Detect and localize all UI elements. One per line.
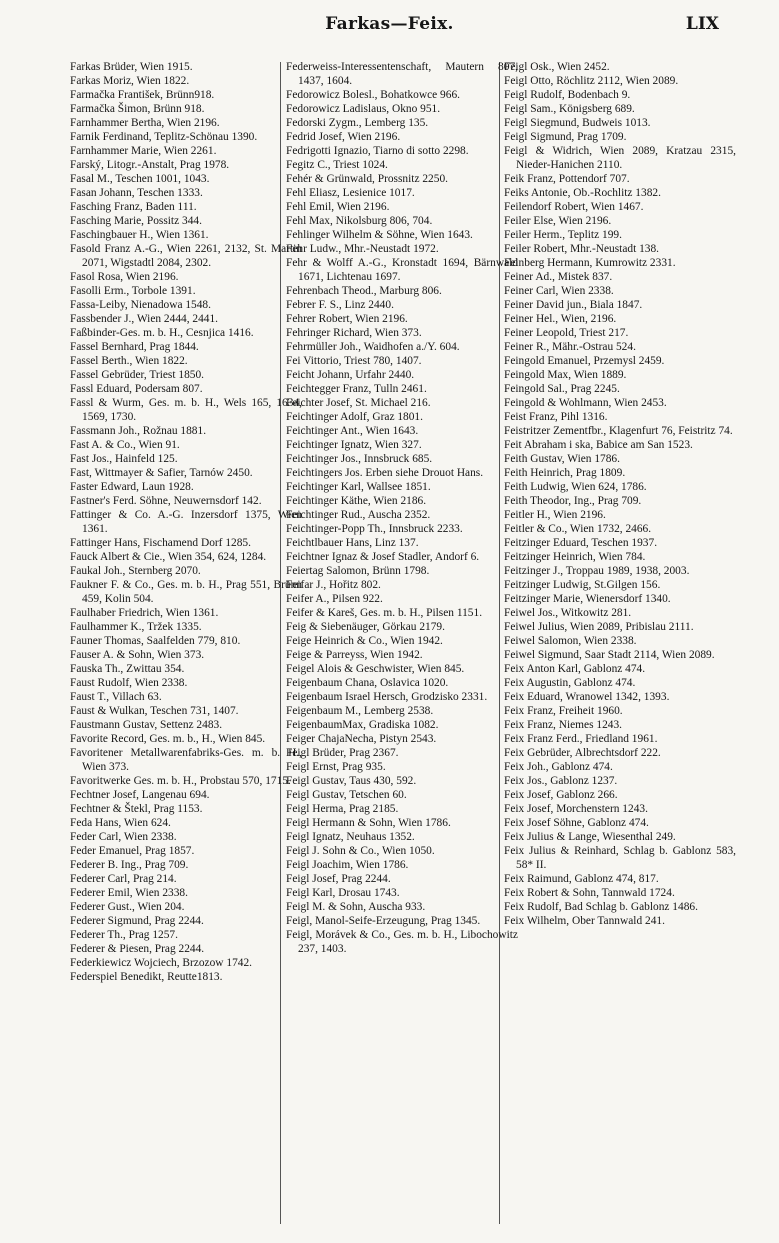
directory-entry: Farský, Litogr.-Anstalt, Prag 1978. [70,159,230,171]
directory-entry: Fasal M., Teschen 1001, 1043. [70,173,210,185]
directory-entry: Feix Josef, Morchenstern 1243. [504,803,648,815]
directory-entry: Fassl Eduard, Podersam 807. [70,383,203,395]
directory-entry: Fehl Eliasz, Lesienice 1017. [286,187,415,199]
directory-entry: Faschingbauer H., Wien 1361. [70,229,209,241]
directory-entry: Fedrid Josef, Wien 2196. [286,131,401,143]
directory-entry: Fedorski Zygm., Lemberg 135. [286,117,429,129]
directory-entry: Faßbinder-Ges. m. b. H., Cesnjica 1416. [70,327,254,339]
directory-entry: Feix Wilhelm, Ober Tannwald 241. [504,915,665,927]
directory-entry: Feiwel Jos., Witkowitz 281. [504,607,632,619]
directory-entry: Feiner R., Mähr.-Ostrau 524. [504,341,636,353]
directory-entry: Feigl Ignatz, Neuhaus 1352. [286,831,415,843]
directory-entry: Fattinger & Co. A.-G. Inzersdorf 1375, Wien 1361. [70,509,302,535]
directory-column-3 [504,60,736,928]
directory-entry: Feiner Ad., Mistek 837. [504,271,613,283]
directory-entry: Feiner Hel., Wien, 2196. [504,313,617,325]
directory-entry: Feiler Herm., Teplitz 199. [504,229,622,241]
directory-entry: Federer B. Ing., Prag 709. [70,859,189,871]
directory-entry: Fechtner & Štekl, Prag 1153. [70,803,203,815]
directory-entry: Feda Hans, Wien 624. [70,817,171,829]
directory-entry: Feigl Joachim, Wien 1786. [286,859,409,871]
directory-entry: Fast Jos., Hainfeld 125. [70,453,178,465]
directory-entry: Farnik Ferdinand, Teplitz-Schönau 1390. [70,131,258,143]
directory-entry: Fassmann Joh., Rožnau 1881. [70,425,207,437]
directory-entry: Feigl Gustav, Tetschen 60. [286,789,407,801]
directory-entry: Feiwel Sigmund, Saar Stadt 2114, Wien 2089. [504,649,715,661]
directory-entry: FeigenbaumMax, Gradiska 1082. [286,719,439,731]
directory-entry: Favoritwerke Ges. m. b. H., Probstau 570, 1715. [70,775,291,787]
directory-entry: Farmačka František, Brünn918. [70,89,215,101]
directory-entry: Feifer & Kareš, Ges. m. b. H., Pilsen 1151. [286,607,483,619]
directory-entry: Feitzinger Eduard, Teschen 1937. [504,537,658,549]
directory-entry: Feiler Else, Wien 2196. [504,215,612,227]
directory-entry: Fedrigotti Ignazio, Tiarno di sotto 2298. [286,145,469,157]
directory-entry: Fastner's Ferd. Söhne, Neuwernsdorf 142. [70,495,262,507]
directory-entry: Faust Rudolf, Wien 2338. [70,677,188,689]
directory-entry: Fedorowicz Bolesl., Bohatkowce 966. [286,89,460,101]
directory-entry: Feik Franz, Pottendorf 707. [504,173,630,185]
directory-entry: Fassbender J., Wien 2444, 2441. [70,313,219,325]
directory-entry: Feichtlbauer Hans, Linz 137. [286,537,419,549]
directory-entry: Feifar J., Hořitz 802. [286,579,381,591]
directory-entry: Feistritzer Zementfbr., Klagenfurt 76, Feistritz 74. [504,425,733,437]
directory-entry: Feigl J. Sohn & Co., Wien 1050. [286,845,435,857]
directory-entry: Farkas Moriz, Wien 1822. [70,75,190,87]
directory-entry: Fasan Johann, Teschen 1333. [70,187,203,199]
directory-entry: Feix Franz, Niemes 1243. [504,719,622,731]
directory-entry: Feiwel Salomon, Wien 2338. [504,635,637,647]
directory-entry: Feigl & Widrich, Wien 2089, Kratzau 2315, Nieder-Hanichen 2110. [504,145,736,171]
directory-entry: Federspiel Benedikt, Reutte1813. [70,971,223,983]
directory-entry: Fasching Franz, Baden 111. [70,201,197,213]
directory-entry: Fasolli Erm., Torbole 1391. [70,285,196,297]
directory-entry: Feichtinger Adolf, Graz 1801. [286,411,423,423]
directory-entry: Feigl M. & Sohn, Auscha 933. [286,901,426,913]
directory-entry: Fattinger Hans, Fischamend Dorf 1285. [70,537,251,549]
directory-entry: Feix Julius & Reinhard, Schlag b. Gablonz 583, 58* II. [504,845,736,871]
directory-entry: Feigl Hermann & Sohn, Wien 1786. [286,817,451,829]
directory-entry: Feiler Robert, Mhr.-Neustadt 138. [504,243,660,255]
directory-entry: Feder Emanuel, Prag 1857. [70,845,195,857]
directory-entry: Faulhaber Friedrich, Wien 1361. [70,607,219,619]
directory-entry: Fauner Thomas, Saalfelden 779, 810. [70,635,241,647]
directory-entry: Feit Abraham i ska, Babice am San 1523. [504,439,693,451]
directory-entry: Fehrmüller Joh., Waidhofen a./Y. 604. [286,341,460,353]
directory-entry: Federer Th., Prag 1257. [70,929,178,941]
directory-entry: Fast, Wittmayer & Safier, Tarnów 2450. [70,467,253,479]
directory-entry: Feix Jos., Gablonz 1237. [504,775,618,787]
directory-entry: Feigl Sam., Königsberg 689. [504,103,635,115]
directory-entry: Fast A. & Co., Wien 91. [70,439,180,451]
directory-entry: Feigenbaum Israel Hersch, Grodzisko 2331. [286,691,488,703]
directory-entry: Fassel Gebrüder, Triest 1850. [70,369,205,381]
directory-entry: Federer & Piesen, Prag 2244. [70,943,205,955]
directory-entry: Fehrenbach Theod., Marburg 806. [286,285,442,297]
directory-entry: Feigl Otto, Röchlitz 2112, Wien 2089. [504,75,679,87]
directory-entry: Faust T., Villach 63. [70,691,162,703]
directory-entry: Feichtinger Karl, Wallsee 1851. [286,481,431,493]
page-header [0,14,779,38]
directory-entry: Fauck Albert & Cie., Wien 354, 624, 1284. [70,551,267,563]
directory-entry: Feigel Alois & Geschwister, Wien 845. [286,663,465,675]
directory-entry: Feicht Johann, Urfahr 2440. [286,369,415,381]
directory-entry: Feiner David jun., Biala 1847. [504,299,643,311]
directory-entry: Feigl Karl, Drosau 1743. [286,887,400,899]
directory-entry: Feigl, Morávek & Co., Ges. m. b. H., Libochowitz 237, 1403. [286,929,518,955]
directory-entry: Febrer F. S., Linz 2440. [286,299,394,311]
directory-entry: Feiner Carl, Wien 2338. [504,285,614,297]
directory-entry: Feix Rudolf, Bad Schlag b. Gablonz 1486. [504,901,698,913]
directory-entry: Feiger ChajaNecha, Pistyn 2543. [286,733,437,745]
directory-entry: Feith Ludwig, Wien 624, 1786. [504,481,647,493]
directory-entry: Faster Edward, Laun 1928. [70,481,194,493]
directory-entry: Feigl Rudolf, Bodenbach 9. [504,89,631,101]
directory-entry: Favorite Record, Ges. m. b., H., Wien 845. [70,733,266,745]
directory-entry: Federer Gust., Wien 204. [70,901,185,913]
directory-entry: Feiwel Julius, Wien 2089, Pribislau 2111. [504,621,694,633]
directory-entry: Feiks Antonie, Ob.-Rochlitz 1382. [504,187,661,199]
directory-entry: Fasching Marie, Possitz 344. [70,215,202,227]
directory-entry: Feith Theodor, Ing., Prag 709. [504,495,642,507]
directory-entry: Feix Anton Karl, Gablonz 474. [504,663,646,675]
directory-entry: Faukner F. & Co., Ges. m. b. H., Prag 551, Brünn 459, Kolin 504. [70,579,302,605]
directory-entry: Feingold Max, Wien 1889. [504,369,627,381]
directory-entry: Fehringer Richard, Wien 373. [286,327,422,339]
directory-entry: Fedorowicz Ladislaus, Okno 951. [286,103,441,115]
directory-entry: Feix Augustin, Gablonz 474. [504,677,636,689]
directory-entry: Feist Franz, Pihl 1316. [504,411,608,423]
directory-entry: Fehr Ludw., Mhr.-Neustadt 1972. [286,243,439,255]
directory-entry: Feige & Parreyss, Wien 1942. [286,649,423,661]
directory-entry: Feigl, Manol-Seife-Erzeugung, Prag 1345. [286,915,481,927]
directory-column-1 [70,60,302,984]
directory-entry: Faustmann Gustav, Settenz 2483. [70,719,223,731]
directory-entry: Federkiewicz Wojciech, Brzozow 1742. [70,957,253,969]
directory-entry: Feifer A., Pilsen 922. [286,593,383,605]
directory-entry: Fehrer Robert, Wien 2196. [286,313,408,325]
directory-entry: Feichtegger Franz, Tulln 2461. [286,383,427,395]
directory-entry: Feiner Leopold, Triest 217. [504,327,629,339]
directory-entry: Federer Carl, Prag 214. [70,873,177,885]
directory-entry: Feix Gebrüder, Albrechtsdorf 222. [504,747,661,759]
directory-entry: Feigl Josef, Prag 2244. [286,873,391,885]
directory-entry: Fasold Franz A.-G., Wien 2261, 2132, St. Martin 2071, Wigstadtl 2084, 2302. [70,243,302,269]
directory-entry: Feingold & Wohlmann, Wien 2453. [504,397,667,409]
directory-entry: Feix Robert & Sohn, Tannwald 1724. [504,887,675,899]
directory-entry: Feigl Gustav, Taus 430, 592. [286,775,417,787]
directory-entry: Feix Franz, Freiheit 1960. [504,705,623,717]
directory-entry: Feichtner Ignaz & Josef Stadler, Andorf 6. [286,551,480,563]
directory-entry: Feitler H., Wien 2196. [504,509,606,521]
directory-entry: Fauser A. & Sohn, Wien 373. [70,649,205,661]
directory-entry: Faukal Joh., Sternberg 2070. [70,565,201,577]
directory-entry: Fassel Berth., Wien 1822. [70,355,188,367]
directory-entry: Feigl Osk., Wien 2452. [504,61,610,73]
directory-entry: Feichtinger Jos., Innsbruck 685. [286,453,433,465]
directory-entry: Feix Josef, Gablonz 266. [504,789,618,801]
directory-entry: Feigl Brüder, Prag 2367. [286,747,399,759]
directory-entry: Farnhammer Bertha, Wien 2196. [70,117,220,129]
directory-entry: Faulhammer K., Tržek 1335. [70,621,202,633]
directory-entry: Fehl Emil, Wien 2196. [286,201,390,213]
directory-entry: Favoritener Metallwarenfabriks-Ges. m. b. H., Wien 373. [70,747,302,773]
directory-entry: Feilendorf Robert, Wien 1467. [504,201,644,213]
directory-entry: Feichtinger Rud., Auscha 2352. [286,509,431,521]
directory-entry: Feigenbaum M., Lemberg 2538. [286,705,434,717]
directory-entry: Feix Franz Ferd., Friedland 1961. [504,733,658,745]
directory-entry: Fasol Rosa, Wien 2196. [70,271,179,283]
directory-column-2 [286,60,518,956]
directory-entry: Feingold Emanuel, Przemysl 2459. [504,355,665,367]
directory-entry: Fassa-Leiby, Nienadowa 1548. [70,299,211,311]
directory-entry: Farmačka Šimon, Brünn 918. [70,103,205,115]
running-title: Farkas—Feix. [325,14,454,34]
directory-entry: Feigenbaum Chana, Oslavica 1020. [286,677,449,689]
directory-entry: Faust & Wulkan, Teschen 731, 1407. [70,705,239,717]
directory-entry: Feichter Josef, St. Michael 216. [286,397,431,409]
directory-entry: Feigl Sigmund, Prag 1709. [504,131,627,143]
directory-entry: Feith Heinrich, Prag 1809. [504,467,626,479]
directory-entry: Feichtinger Käthe, Wien 2186. [286,495,427,507]
directory-entry: Feix Josef Söhne, Gablonz 474. [504,817,649,829]
directory-entry: Fassel Bernhard, Prag 1844. [70,341,199,353]
directory-entry: Feingold Sal., Prag 2245. [504,383,620,395]
directory-entry: Fehlinger Wilhelm & Söhne, Wien 1643. [286,229,473,241]
directory-entry: Fehr & Wolff A.-G., Kronstadt 1694, Bärnwald 1671, Lichtenau 1697. [286,257,518,283]
directory-entry: Feitzinger Marie, Wienersdorf 1340. [504,593,671,605]
directory-entry: Feiertag Salomon, Brünn 1798. [286,565,430,577]
directory-entry: Fegitz C., Triest 1024. [286,159,388,171]
directory-entry: Feitler & Co., Wien 1732, 2466. [504,523,652,535]
directory-entry: Feitzinger J., Troppau 1989, 1938, 2003. [504,565,690,577]
directory-entry: Feigl Herma, Prag 2185. [286,803,399,815]
directory-entry: Feigl Ernst, Prag 935. [286,761,386,773]
directory-entry: Fei Vittorio, Triest 780, 1407. [286,355,422,367]
directory-entry: Federer Emil, Wien 2338. [70,887,188,899]
directory-entry: Fehér & Grünwald, Prossnitz 2250. [286,173,448,185]
directory-entry: Fehl Max, Nikolsburg 806, 704. [286,215,433,227]
directory-entry: Feigl Siegmund, Budweis 1013. [504,117,651,129]
directory-entry: Fauska Th., Zwittau 354. [70,663,185,675]
directory-entry: Feitzinger Ludwig, St.Gilgen 156. [504,579,661,591]
directory-entry: Farkas Brüder, Wien 1915. [70,61,193,73]
directory-entry: Feig & Siebenäuger, Görkau 2179. [286,621,445,633]
directory-entry: Federer Sigmund, Prag 2244. [70,915,204,927]
directory-entry: Federweiss-Interessentenschaft, Mautern 807, 1437, 1604. [286,61,518,87]
directory-entry: Feder Carl, Wien 2338. [70,831,177,843]
directory-entry: Fechtner Josef, Langenau 694. [70,789,210,801]
directory-entry: Farnhammer Marie, Wien 2261. [70,145,217,157]
directory-entry: Feith Gustav, Wien 1786. [504,453,620,465]
directory-entry: Feix Joh., Gablonz 474. [504,761,613,773]
directory-entry: Feichtinger-Popp Th., Innsbruck 2233. [286,523,463,535]
directory-entry: Feichtinger Ignatz, Wien 327. [286,439,422,451]
directory-entry: Fassl & Wurm, Ges. m. b. H., Wels 165, 1634, 1569, 1730. [70,397,302,423]
directory-entry: Feinberg Hermann, Kumrowitz 2331. [504,257,676,269]
page-number: LIX [685,14,719,34]
directory-entry: Feix Raimund, Gablonz 474, 817. [504,873,659,885]
directory-entry: Feix Eduard, Wranowel 1342, 1393. [504,691,670,703]
directory-entry: Feitzinger Heinrich, Wien 784. [504,551,646,563]
directory-entry: Feix Julius & Lange, Wiesenthal 249. [504,831,676,843]
directory-entry: Feichtingers Jos. Erben siehe Drouot Hans. [286,467,484,479]
directory-entry: Feichtinger Ant., Wien 1643. [286,425,419,437]
directory-entry: Feige Heinrich & Co., Wien 1942. [286,635,443,647]
